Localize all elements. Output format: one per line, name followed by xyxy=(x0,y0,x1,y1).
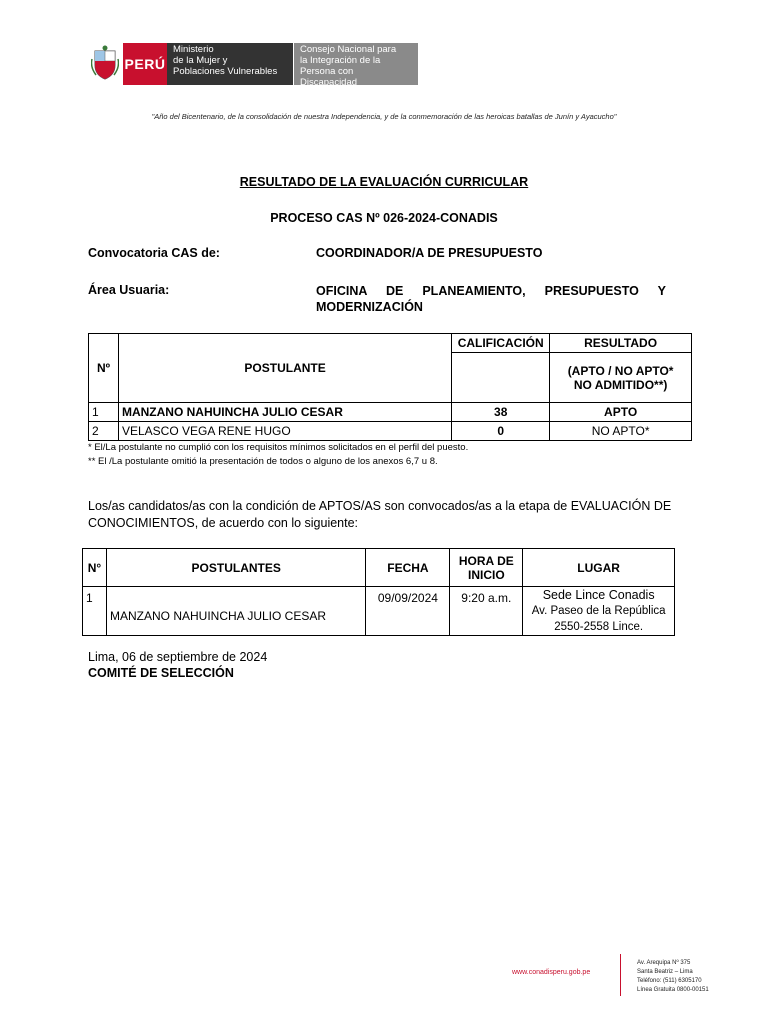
area-value-line1: OFICINA DE PLANEAMIENTO, PRESUPUESTO Y xyxy=(316,284,666,298)
coat-of-arms-icon xyxy=(90,43,120,85)
header-lugar: LUGAR xyxy=(523,549,675,587)
table-row xyxy=(89,403,692,422)
place-date: Lima, 06 de septiembre de 2024 xyxy=(88,650,268,664)
header-hora: HORA DE INICIO xyxy=(450,549,523,587)
row-place: Sede Lince Conadis Av. Paseo de la República 2550-2558 Lince. xyxy=(523,587,675,636)
row-name: MANZANO NAHUINCHA JULIO CESAR xyxy=(106,587,365,636)
row-num: 1 xyxy=(83,587,107,636)
header-calificacion-empty xyxy=(452,353,550,403)
convocatoria-value: COORDINADOR/A DE PRESUPUESTO xyxy=(316,246,543,260)
row-result: APTO xyxy=(550,403,692,422)
area-value-line2: MODERNIZACIÓN xyxy=(316,300,423,314)
results-table xyxy=(88,333,692,441)
header-fecha: FECHA xyxy=(366,549,450,587)
convocation-paragraph: Los/as candidatos/as con la condición de APTOS/AS son convocados/as a la etapa de EVALUACIÓN DE CONOCIMIENTOS, de acuerdo con lo siguiente: xyxy=(88,499,672,530)
header-logo xyxy=(90,43,418,88)
document-title: RESULTADO DE LA EVALUACIÓN CURRICULAR xyxy=(239,175,529,189)
header-num: Nº xyxy=(89,334,119,403)
row-score: 38 xyxy=(452,403,550,422)
footer-address: Av. Arequipa Nº 375 Santa Beatriz – Lima Teléfono: (511) 6305170 Línea Gratuita 0800-00151 xyxy=(637,960,709,993)
footnote-no-admitido: ** El /La postulante omitió la presentación de todos o alguno de los anexos 6,7 u 8. xyxy=(88,456,438,467)
footnote-no-apto: * El/La postulante no cumplió con los requisitos mínimos solicitados en el perfil del puesto. xyxy=(88,442,469,453)
header-resultado-detail: (APTO / NO APTO* NO ADMITIDO**) xyxy=(550,353,692,403)
header-postulantes: POSTULANTES xyxy=(106,549,365,587)
row-num: 1 xyxy=(89,403,119,422)
row-score: 0 xyxy=(452,422,550,441)
row-name: MANZANO NAHUINCHA JULIO CESAR xyxy=(118,403,451,422)
table-row xyxy=(89,422,692,441)
year-motto: "Año del Bicentenario, de la consolidación de nuestra Independencia, y de la conmemoración de las heroicas batallas de Junín y Ayacucho" xyxy=(151,112,617,121)
row-num: 2 xyxy=(89,422,119,441)
schedule-table xyxy=(82,548,675,636)
area-label: Área Usuaria: xyxy=(88,283,170,297)
footer-divider xyxy=(620,954,621,996)
process-title: PROCESO CAS Nº 026-2024-CONADIS xyxy=(270,211,498,225)
header-resultado: RESULTADO xyxy=(550,334,692,353)
row-name: VELASCO VEGA RENE HUGO xyxy=(118,422,451,441)
footer-website-link[interactable]: www.conadisperu.gob.pe xyxy=(512,969,591,976)
header-postulante: POSTULANTE xyxy=(118,334,451,403)
council-label: Consejo Nacional para la Integración de la Persona con Discapacidad xyxy=(294,43,418,85)
header-calificacion: CALIFICACIÓN xyxy=(452,334,550,353)
ministry-label: Ministerio de la Mujer y Poblaciones Vulnerables xyxy=(167,43,293,85)
table-row xyxy=(83,587,675,636)
header-num: N° xyxy=(83,549,107,587)
row-date: 09/09/2024 xyxy=(366,587,450,636)
row-time: 9:20 a.m. xyxy=(450,587,523,636)
peru-badge: PERÚ xyxy=(123,43,167,85)
convocatoria-label: Convocatoria CAS de: xyxy=(88,246,220,260)
committee-signature: COMITÉ DE SELECCIÓN xyxy=(88,666,234,680)
row-result: NO APTO* xyxy=(550,422,692,441)
